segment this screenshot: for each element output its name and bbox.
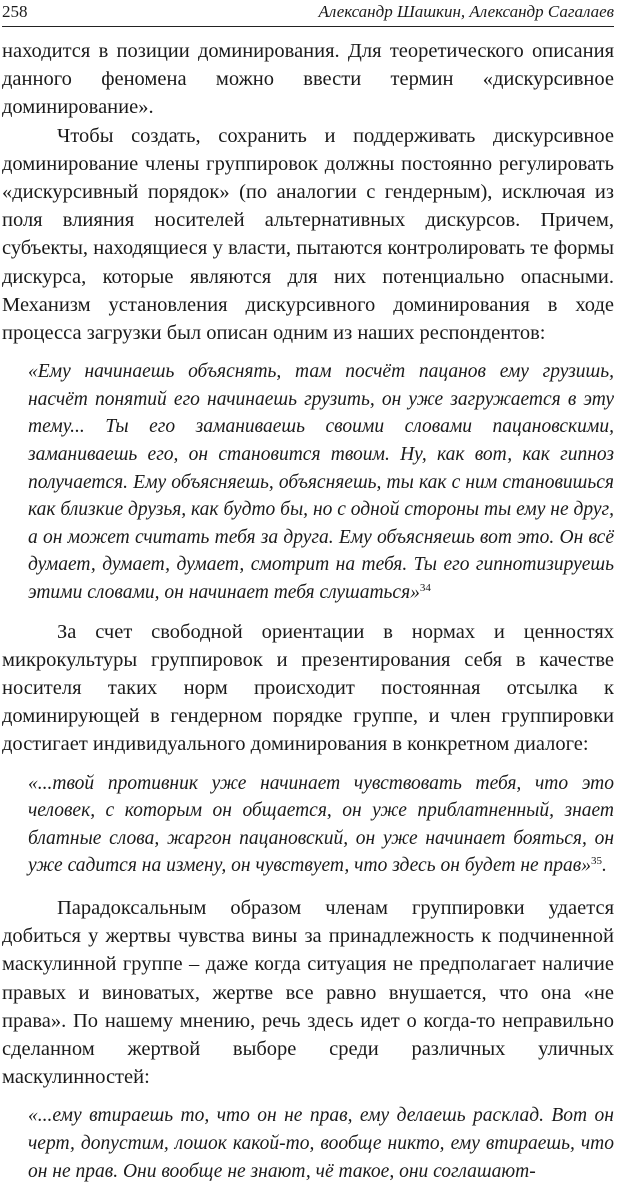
quote-text: «Ему начинаешь объяснять, там посчёт пацанов ему грузишь, насчёт понятий его начинаешь грузить, он уже загружается в эту тему... Ты его заманиваешь своими словами пацановскими, заманиваешь его, он становится твоим. Ну, как вот, как гипноз получается. Ему объясняешь, объясняешь, ты как с ним становишься как близкие друзья, как будто бы, но с одной стороны ты ему не друг, а он может считать тебя за друга. Ему объясняешь вот это. Он всё думает, думает, думает, смотрит на тебя. Ты его гипнотизируешь этими словами, он начинает тебя слушаться» (28, 361, 614, 603)
page-header (2, 0, 614, 26)
quote-text: «...твой противник уже начинает чувствовать тебя, что это человек, с которым он общается, он уже приблатненный, знает блатные слова, жаргон пацановский, он уже начинает бояться, он уже садится на измену, он чувствует, что здесь он будет не прав» (28, 772, 614, 877)
quote-block (2, 358, 614, 606)
quote-block (2, 1102, 614, 1185)
paragraph: Чтобы создать, сохранить и поддерживать дискурсивное доминирование члены группировок должны постоянно регулировать «дискурсивный порядок» (по аналогии с гендерным), исключая из поля влияния носителей альтернативных дискурсов. Причем, субъекты, находящиеся у власти, пытаются контролировать те формы дискурса, которые являются для них потенциально опасными. Механизм установления дискурсивного доминирования в ходе процесса загрузки был описан одним из наших респондентов: (2, 124, 614, 345)
page-body (2, 37, 614, 1185)
quote-trailing: . (602, 855, 607, 877)
footnote-ref: 35 (591, 855, 603, 868)
paragraph: За счет свободной ориентации в нормах и ценностях микрокультуры группировок и презентирования себя в качестве носителя таких норм происходит постоянная отсылка к доминирующей в гендерном порядке группе, и член группировки достигает индивидуального доминирования в конкретном диалоге: (2, 620, 614, 756)
paragraph-continued: находится в позиции доминирования. Для теоретического описания данного феномена можно ввести термин «дискурсивное доминирование». (2, 40, 614, 119)
paragraph: Парадоксальным образом членам группировки удается добиться у жертвы чувства вины за принадлежность к подчиненной маскулинной группе – даже когда ситуация не предполагает наличие правых и виноватых, жертве все равно внушается, что она «не права». По нашему мнению, речь здесь идет о когда-то неправильно сделанном жертвой выборе среди различных уличных маскулинностей: (2, 896, 614, 1089)
quote-text: «...ему втираешь то, что он не прав, ему делаешь расклад. Вот он черт, допустим, лошок какой-то, вообще никто, ему втираешь, что он не прав. Они вообще не знают, чё такое, они соглашают- (28, 1105, 614, 1182)
quote-block (2, 770, 614, 880)
running-title: Александр Шашкин, Александр Сагалаев (318, 2, 614, 21)
page-number: 258 (2, 2, 28, 21)
header-rule (2, 26, 614, 27)
footnote-ref: 34 (419, 581, 431, 594)
